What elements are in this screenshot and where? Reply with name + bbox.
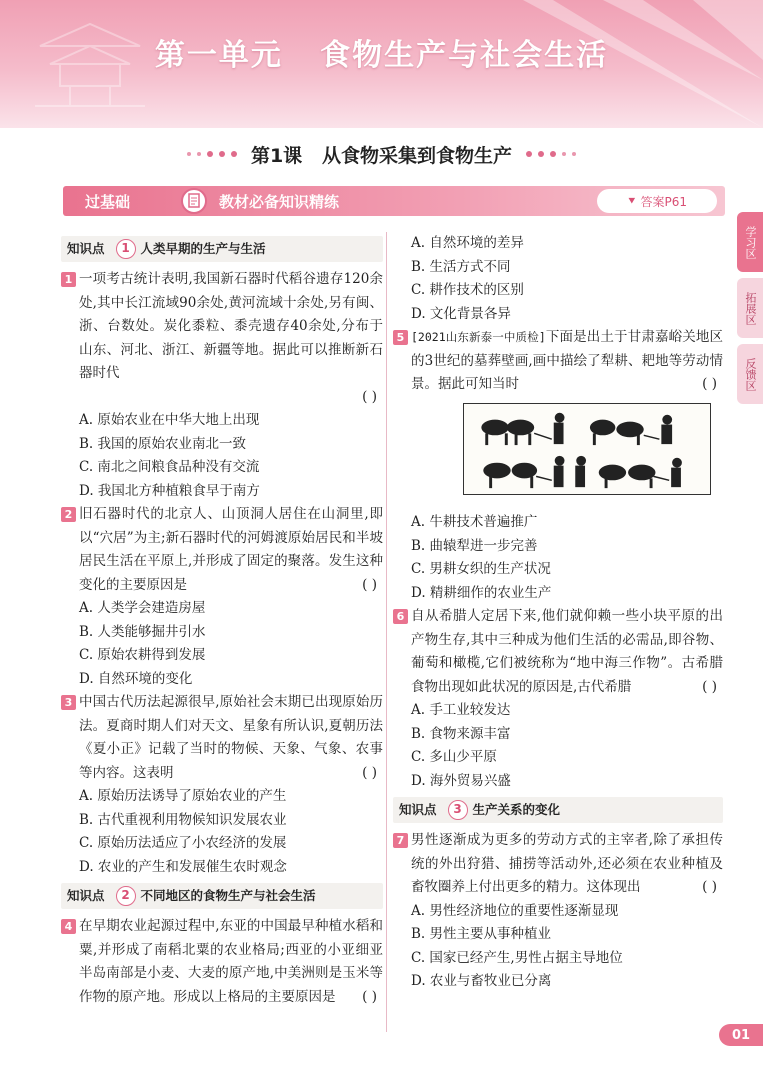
- knowledge-point-label: 知识点: [67, 241, 105, 257]
- option[interactable]: D. 我国北方种植粮食早于南方: [79, 482, 260, 499]
- answer-blank[interactable]: ( ): [362, 764, 377, 781]
- knowledge-point-header: [61, 883, 383, 909]
- option[interactable]: C. 耕作技术的区别: [411, 282, 524, 298]
- tomb-mural-image: [463, 403, 711, 495]
- question-number: 4: [61, 919, 76, 934]
- question-1: [61, 268, 383, 409]
- option[interactable]: C. 国家已经产生,男性占据主导地位: [411, 949, 623, 966]
- option[interactable]: B. 食物来源丰富: [411, 725, 511, 742]
- option[interactable]: B. 我国的原始农业南北一致: [79, 435, 247, 452]
- question-stem: 一项考古统计表明,我国新石器时代稻谷遗存120余处,其中长江流域90余处,黄河流域十余处,另有闽、浙、台数处。炭化黍粒、黍壳遗存40余处,分布于山东、河北、浙江、新疆等地。据此可以推断新石器时代: [79, 271, 383, 381]
- option[interactable]: B. 古代重视利用物候知识发展农业: [79, 811, 287, 828]
- double-chevron-down-icon: ⯆: [626, 193, 637, 208]
- answer-blank[interactable]: ( ): [362, 388, 377, 405]
- knowledge-point-title: 不同地区的食物生产与社会生活: [140, 888, 316, 904]
- option[interactable]: B. 人类能够掘井引水: [79, 623, 206, 640]
- option[interactable]: D. 农业的产生和发展催生农时观念: [79, 858, 287, 875]
- option[interactable]: D. 海外贸易兴盛: [411, 772, 511, 789]
- answer-blank[interactable]: ( ): [702, 376, 717, 392]
- question-number: 5: [393, 330, 408, 345]
- question-stem: 自从希腊人定居下来,他们就仰赖一些小块平原的出产物生存,其中三种成为他们生活的必需品,即谷物、葡萄和橄榄,它们被统称为“地中海三作物”。古希腊食物出现如此状况的原因是,古代希腊: [411, 608, 723, 695]
- unit-banner: [0, 0, 763, 128]
- question-6: [393, 605, 723, 699]
- right-dots-decoration: [526, 151, 576, 157]
- answer-blank[interactable]: ( ): [362, 576, 377, 593]
- option[interactable]: A. 手工业较发达: [411, 702, 511, 718]
- knowledge-point-label: 知识点: [67, 888, 105, 904]
- section-label: 过基础: [85, 193, 131, 211]
- answer-blank[interactable]: ( ): [362, 988, 377, 1005]
- question-source: [2021山东新泰一中质检]: [411, 330, 546, 344]
- answer-blank[interactable]: ( ): [702, 678, 717, 695]
- left-dots-decoration: [187, 151, 237, 157]
- left-column: [61, 232, 383, 1009]
- option[interactable]: A. 原始农业在中华大地上出现: [79, 412, 260, 428]
- page-number: 01: [719, 1024, 763, 1046]
- knowledge-point-title: 人类早期的生产与生活: [140, 241, 266, 257]
- knowledge-point-header: [61, 236, 383, 262]
- right-column: [393, 232, 723, 994]
- section-subtitle: 教材必备知识精练: [219, 193, 340, 211]
- option[interactable]: D. 农业与畜牧业已分离: [411, 973, 552, 989]
- question-stem: 下面是出土于甘肃嘉峪关地区的3世纪的墓葬壁画,画中描绘了犁耕、耙地等劳动情景。据此可知当时: [411, 329, 723, 392]
- knowledge-point-label: 知识点: [399, 802, 437, 818]
- column-divider: [386, 232, 387, 1032]
- option[interactable]: C. 男耕女织的生产状况: [411, 561, 551, 577]
- question-5: [393, 326, 723, 397]
- question-number: 6: [393, 609, 408, 624]
- question-number: 7: [393, 833, 408, 848]
- lesson-title: 第1课 从食物采集到食物生产: [250, 144, 513, 167]
- option[interactable]: A. 人类学会建造房屋: [79, 600, 206, 616]
- answer-reference-label: 答案P61: [640, 194, 688, 209]
- option[interactable]: A. 自然环境的差异: [411, 235, 524, 251]
- side-tab-extend[interactable]: 拓展区: [737, 278, 763, 338]
- side-tabs: [737, 212, 763, 410]
- answer-blank[interactable]: ( ): [702, 879, 717, 895]
- option[interactable]: C. 多山少平原: [411, 749, 497, 765]
- question-3: [61, 691, 383, 785]
- side-tab-feedback[interactable]: 反馈区: [737, 344, 763, 404]
- knowledge-point-header: [393, 797, 723, 823]
- question-7: [393, 829, 723, 900]
- question-2: [61, 503, 383, 597]
- question-number: 2: [61, 507, 76, 522]
- question-number: 1: [61, 272, 76, 287]
- option[interactable]: D. 自然环境的变化: [79, 670, 193, 687]
- section-bar: [63, 186, 725, 216]
- option[interactable]: B. 曲辕犁进一步完善: [411, 537, 538, 554]
- option[interactable]: A. 男性经济地位的重要性逐渐显现: [411, 902, 619, 919]
- knowledge-point-title: 生产关系的变化: [472, 802, 561, 818]
- notebook-icon: [181, 188, 207, 214]
- option[interactable]: D. 精耕细作的农业生产: [411, 584, 552, 601]
- option[interactable]: C. 原始农耕得到发展: [79, 647, 206, 663]
- option[interactable]: C. 原始历法适应了小农经济的发展: [79, 835, 287, 851]
- lesson-title-row: [0, 140, 763, 168]
- option[interactable]: A. 原始历法诱导了原始农业的产生: [79, 788, 287, 804]
- question-stem: 中国古代历法起源很早,原始社会末期已出现原始历法。夏商时期人们对天文、星象有所认识,夏朝历法《夏小正》记载了当时的物候、天象、气象、农事等内容。这表明: [79, 694, 383, 781]
- question-4: [61, 915, 383, 1009]
- knowledge-point-number: 2: [116, 886, 136, 906]
- question-stem: 男性逐渐成为更多的劳动方式的主宰者,除了承担传统的外出狩猎、捕捞等活动外,还必须在农业种植及畜牧圈养上付出更多的精力。这体现出: [411, 832, 723, 895]
- option[interactable]: D. 文化背景各异: [411, 305, 511, 322]
- question-stem: 在早期农业起源过程中,东亚的中国最早种植水稻和粟,并形成了南稻北粟的农业格局;西亚的小亚细亚半岛南部是小麦、大麦的原产地,中美洲则是玉米等作物的原产地。形成以上格局的主要原因是: [79, 918, 383, 1005]
- knowledge-point-number: 1: [116, 239, 136, 259]
- side-tab-study[interactable]: 学习区: [737, 212, 763, 272]
- knowledge-point-number: 3: [448, 800, 468, 820]
- option[interactable]: A. 牛耕技术普遍推广: [411, 514, 538, 530]
- question-stem: 旧石器时代的北京人、山顶洞人居住在山洞里,即以“穴居”为主;新石器时代的河姆渡原始居民和半坡居民生活在平原上,并形成了固定的聚落。发生这种变化的主要原因是: [79, 506, 383, 593]
- option[interactable]: B. 生活方式不同: [411, 258, 511, 275]
- option[interactable]: B. 男性主要从事种植业: [411, 926, 552, 942]
- option[interactable]: C. 南北之间粮食品种没有交流: [79, 459, 260, 475]
- question-number: 3: [61, 695, 76, 710]
- answer-reference[interactable]: [597, 189, 717, 213]
- unit-title: 第一单元 食物生产与社会生活: [154, 38, 609, 73]
